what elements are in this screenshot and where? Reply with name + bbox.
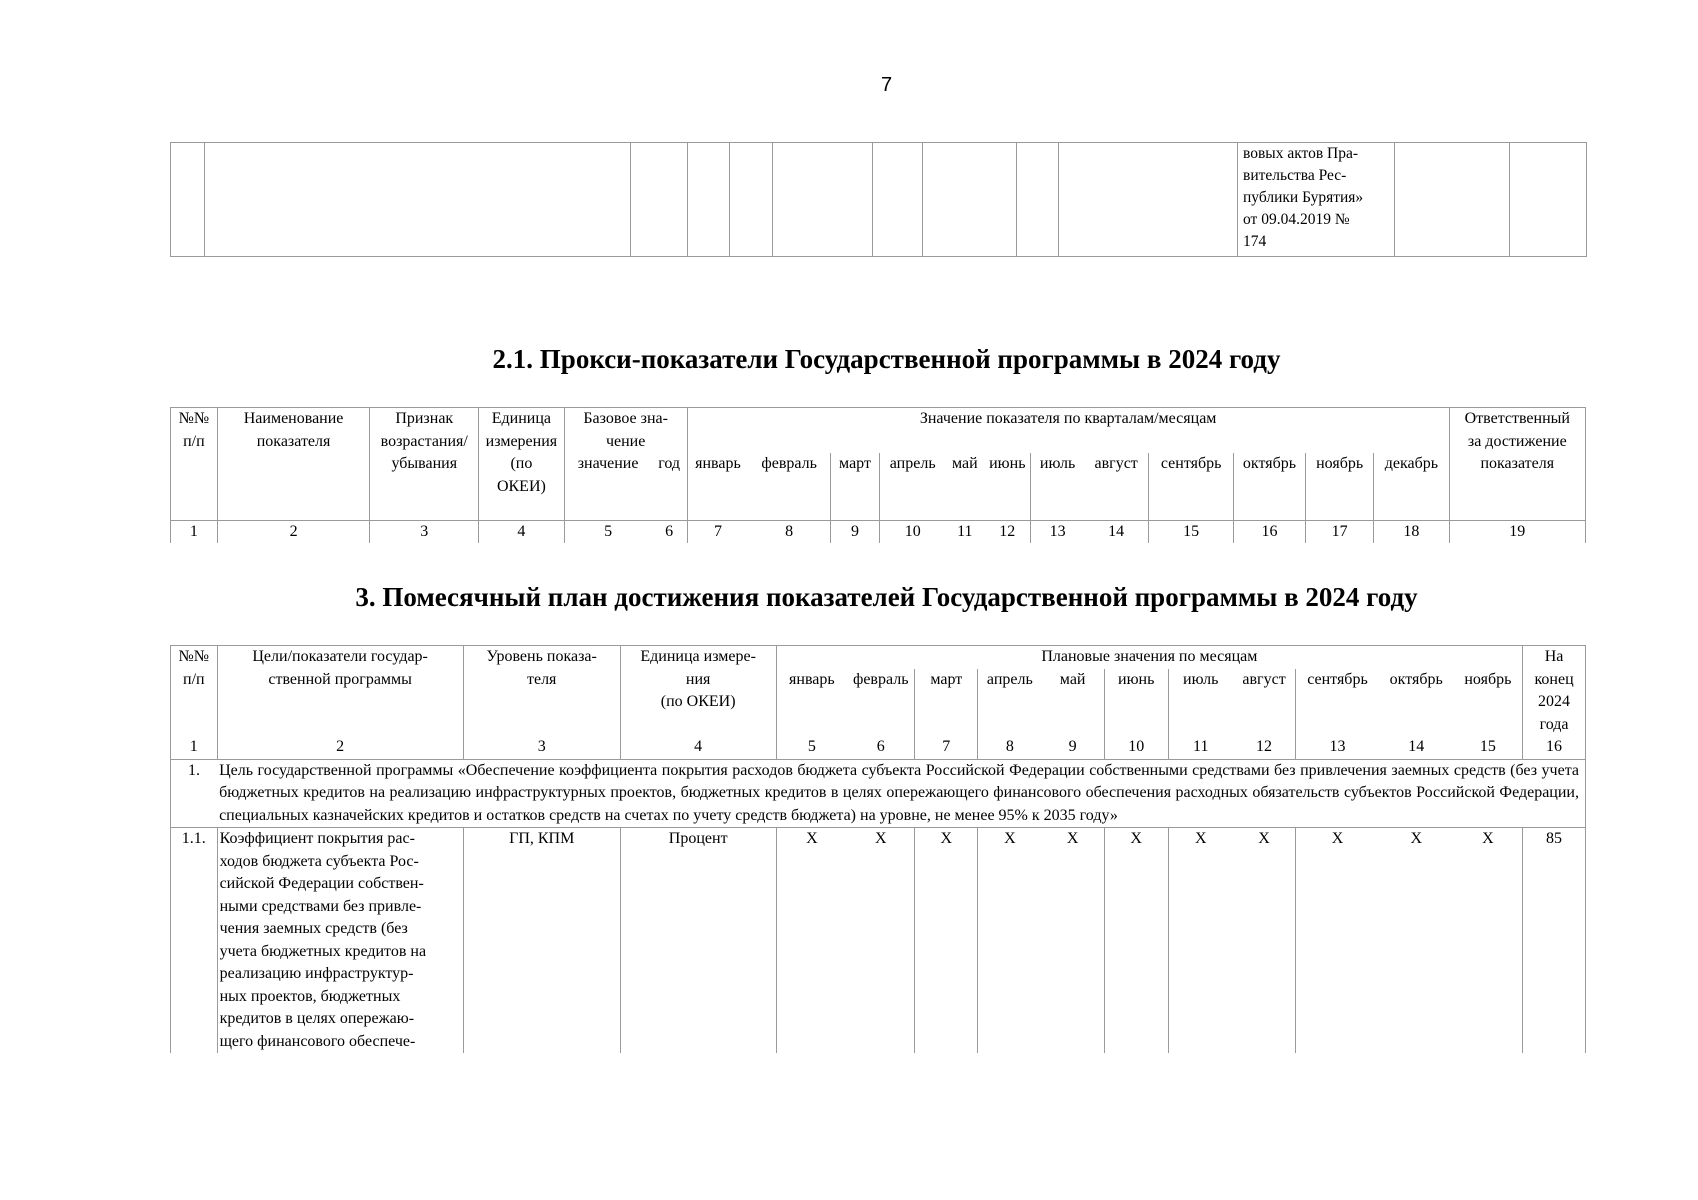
month-february: февраль	[847, 669, 915, 736]
cont-cell	[171, 143, 205, 257]
page-number: 7	[880, 74, 893, 96]
col-number: 13	[1296, 736, 1379, 759]
continuation-table	[170, 142, 1587, 257]
month-october: октябрь	[1233, 453, 1305, 520]
month-april: апрель	[879, 453, 945, 520]
cont-cell	[873, 143, 923, 257]
col-number: 1	[171, 736, 218, 759]
col-number: 6	[847, 736, 915, 759]
legal-acts-text: вовых актов Пра- вительства Рес- публики Бурятия» от 09.04.2019 № 174	[1238, 143, 1395, 257]
col-number: 10	[1104, 736, 1168, 759]
indicator-row	[171, 828, 1586, 1054]
col-number: 15	[1149, 520, 1233, 543]
month-september: сентябрь	[1149, 453, 1233, 520]
indicator-value-end-year: 85	[1523, 828, 1586, 1054]
month-may: май	[1042, 669, 1105, 736]
cont-cell	[631, 143, 688, 257]
col-number: 3	[370, 520, 479, 543]
col-number: 2	[217, 736, 463, 759]
col-number: 9	[1042, 736, 1105, 759]
col-number: 5	[776, 736, 847, 759]
cont-cell	[1395, 143, 1510, 257]
col-head-unit: Единица измере- ния (по ОКЕИ)	[620, 646, 776, 737]
indicator-value-september: X	[1296, 828, 1379, 1054]
month-november: ноябрь	[1454, 669, 1523, 736]
indicator-value-july: X	[1168, 828, 1233, 1054]
indicator-value-april: X	[978, 828, 1042, 1054]
indicator-value-march: X	[915, 828, 978, 1054]
month-july: июль	[1031, 453, 1084, 520]
col-number: 10	[879, 520, 945, 543]
col-head-values: Значение показателя по кварталам/месяцам	[687, 408, 1449, 454]
cont-cell	[1059, 143, 1238, 257]
col-number: 5	[564, 520, 651, 543]
cont-cell	[773, 143, 873, 257]
indicator-number: 1.1.	[171, 828, 218, 1054]
col-number: 16	[1523, 736, 1586, 759]
cont-cell	[923, 143, 1017, 257]
col-head-unit: Единица измерения (по ОКЕИ)	[479, 408, 564, 521]
col-head-end-year: На конец 2024 года	[1523, 646, 1586, 737]
proxy-indicators-table	[170, 407, 1586, 543]
col-head-name: Наименование показателя	[217, 408, 370, 521]
monthly-plan-table	[170, 645, 1586, 1053]
indicator-value-february: X	[847, 828, 915, 1054]
month-january: январь	[776, 669, 847, 736]
indicator-value-november: X	[1454, 828, 1523, 1054]
col-head-goals: Цели/показатели государ- ственной программы	[217, 646, 463, 737]
col-number: 4	[620, 736, 776, 759]
col-number: 17	[1306, 520, 1374, 543]
month-february: февраль	[748, 453, 830, 520]
col-number: 7	[915, 736, 978, 759]
month-august: август	[1084, 453, 1149, 520]
col-number: 15	[1454, 736, 1523, 759]
goal-row	[171, 759, 1586, 828]
cont-cell	[688, 143, 730, 257]
col-head-num: №№ п/п	[171, 408, 218, 521]
col-number: 14	[1084, 520, 1149, 543]
col-head-base-year: год	[652, 453, 688, 520]
month-july: июль	[1168, 669, 1233, 736]
col-number: 13	[1031, 520, 1084, 543]
col-number: 8	[748, 520, 830, 543]
month-november: ноябрь	[1306, 453, 1374, 520]
section-2-1-title: 2.1. Прокси-показатели Государственной программы в 2024 году	[492, 344, 1281, 374]
col-number: 8	[978, 736, 1042, 759]
col-number: 9	[831, 520, 880, 543]
month-september: сентябрь	[1296, 669, 1379, 736]
col-number: 7	[687, 520, 748, 543]
col-number: 2	[217, 520, 370, 543]
goal-number: 1.	[171, 759, 218, 828]
month-january: январь	[687, 453, 748, 520]
col-number: 18	[1374, 520, 1449, 543]
col-number: 16	[1233, 520, 1305, 543]
indicator-level: ГП, КПМ	[463, 828, 620, 1054]
col-head-sign: Признак возрастания/ убывания	[370, 408, 479, 521]
indicator-name: Коэффициент покрытия рас- ходов бюджета субъекта Рос- сийской Федерации собствен- ными средствами без привле- чения заемных средств (без учета бюджетных кредитов на реализацию инфраструктур- ных проектов, бюджетных кредитов в целях опережаю- щего финансового обеспече-	[217, 828, 463, 1054]
col-number: 6	[652, 520, 688, 543]
month-june: июнь	[1104, 669, 1168, 736]
col-number: 4	[479, 520, 564, 543]
indicator-value-august: X	[1233, 828, 1296, 1054]
month-august: август	[1233, 669, 1296, 736]
month-december: декабрь	[1374, 453, 1449, 520]
month-may: май	[946, 453, 985, 520]
col-number: 11	[946, 520, 985, 543]
month-march: март	[915, 669, 978, 736]
col-number: 11	[1168, 736, 1233, 759]
col-number: 12	[984, 520, 1031, 543]
col-head-num: №№ п/п	[171, 646, 218, 737]
goal-text: Цель государственной программы «Обеспечение коэффициента покрытия расходов бюджета субъекта Российской Федерации собственными средствами без привлечения заемных средств (без учета бюджетных кредитов на реализацию инфраструктурных проектов, бюджетных кредитов в целях опережающего финансового обеспечения расходных обязательств субъектов Российской Федерации, специальных казначейских кредитов и остатков средств на счетах по учету средств бюджета) на уровне, не менее 95% к 2035 году»	[217, 759, 1585, 828]
col-head-planned: Плановые значения по месяцам	[776, 646, 1522, 669]
col-head-responsible: Ответственный за достижение показателя	[1449, 408, 1585, 521]
col-number: 19	[1449, 520, 1585, 543]
month-march: март	[831, 453, 880, 520]
month-april: апрель	[978, 669, 1042, 736]
col-number: 1	[171, 520, 218, 543]
month-june: июнь	[984, 453, 1031, 520]
cont-cell	[1017, 143, 1059, 257]
cont-cell	[1510, 143, 1587, 257]
col-number: 3	[463, 736, 620, 759]
indicator-unit: Процент	[620, 828, 776, 1054]
col-head-base-value: значение	[564, 453, 651, 520]
col-head-level: Уровень показа- теля	[463, 646, 620, 737]
indicator-value-june: X	[1104, 828, 1168, 1054]
col-number: 14	[1379, 736, 1454, 759]
section-3-title: 3. Помесячный план достижения показателей Государственной программы в 2024 году	[355, 582, 1418, 612]
indicator-value-january: X	[776, 828, 847, 1054]
col-number: 12	[1233, 736, 1296, 759]
month-october: октябрь	[1389, 670, 1443, 688]
indicator-value-may: X	[1042, 828, 1105, 1054]
cont-cell	[730, 143, 773, 257]
col-head-base: Базовое зна- чение	[564, 408, 687, 454]
indicator-value-october: X	[1379, 828, 1454, 1054]
cont-cell	[205, 143, 631, 257]
